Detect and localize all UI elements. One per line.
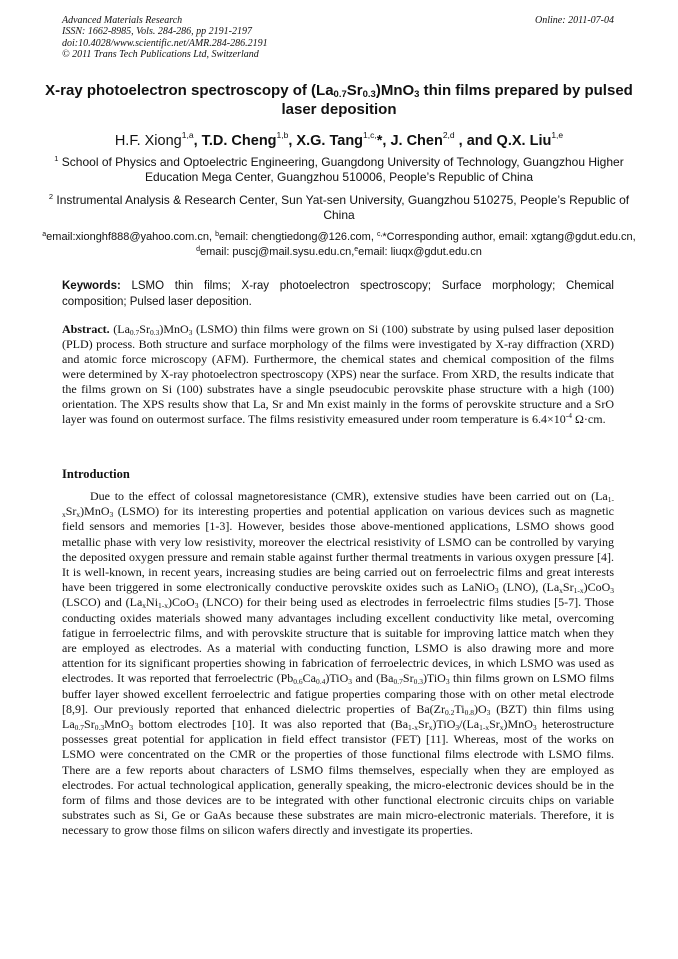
issn-line: ISSN: 1662-8985, Vols. 284-286, pp 2191-2197 bbox=[62, 26, 252, 38]
doi-line: doi:10.4028/www.scientific.net/AMR.284-286.2191 bbox=[62, 37, 268, 49]
journal-name: Advanced Materials Research bbox=[62, 15, 183, 26]
email-list: $^a$email:xionghf888@yahoo.com.cn, $^b$email: chengtiedong@126.com, $^{c,}$*Corresponding author, email: xgtang@gdut.edu.cn, $^d$email: puscj@mail.sysu.edu.cn,$^e$email: liuqx@gdut.edu.cn bbox=[42, 231, 636, 258]
section-heading-introduction: Introduction bbox=[62, 467, 130, 481]
abstract: Abstract. $(La_{0.7}Sr_{0.3})MnO_3$ (LSMO) thin films were grown on Si (100) substrate by using pulsed laser deposition (PLD) process. Both structure and surface morphology of the films were investigated by X-ray diffraction (XRD) and atomic force microscopy (AFM). Furthermore, the chemical states and chemical composition of the films were determined by X-ray photoelectron spectroscopy (XPS) near the surface. From XRD, the results indicate that the films grown on Si (100) substrates have a single pseudocubic perovskite phase structure with a high (100) orientation. The XPS results show that La, Sr and Mn exist mainly in the forms of perovskite structure and a SrO layer was found on outermost surface. The films resistivity emeasured under room temperature is $6.4\times 10^{-4}$ Ω·cm. bbox=[62, 322, 614, 426]
online-date: Online: 2011-07-04 bbox=[535, 15, 614, 26]
keywords-label: Keywords: bbox=[62, 280, 121, 292]
affiliation-1: $^1$ School of Physics and Optoelectric Engineering, Guangdong University of Technology, Guangzhou Higher Education Mega Center, Guangzhou 510006, People’s Republic of China bbox=[54, 154, 624, 184]
abstract-label: Abstract. bbox=[62, 322, 110, 336]
keywords: Keywords: LSMO thin films; X-ray photoelectron spectroscopy; Surface morphology; Chemical composition; Pulsed laser deposition. bbox=[62, 280, 614, 308]
copyright-line: © 2011 Trans Tech Publications Ltd, Switzerland bbox=[62, 49, 259, 61]
author-list: H.F. Xiong$^{1,a}$, T.D. Cheng$^{1,b}$, X.G. Tang$^{1,c,}$*, J. Chen$^{2,d}$ , and Q.X. Liu$^{1,e}$ bbox=[114, 130, 564, 149]
introduction-paragraph: Due to the effect of colossal magnetoresistance (CMR), extensive studies have been carried out on $(La_{1-x}Sr_x)MnO_3$ (LSMO) for its interesting properties and potential application on various devices such as magnetic field sensors and memories [1-3]. However, besides those above-mentioned applications, LSMO shows good metallic phase with very low resistivity, moreover the electrical resistivity of LSMO can be controlled by varying the deposited oxygen pressure and remain stable against further thermal treatments in various oxygen pressure [4]. It is well-known, in recent years, increasing studies are being carried out on ferroelectric films and great interests have been triggered in some electronically conductive perovskite oxides such as LaNiO$_3$ (LNO), $(La_xSr_{1-x})CoO_3$ (LSCO) and $(La_xNi_{1-x})CoO_3$ (LNCO) for their being used as electrodes in ferroelectric films studies [5-7]. Those conducting oxides materials showed many advantages including excellent conductivity like metal, overcoming fatigue in ferroelectric films, and with perovskite structure that is suitable for improving lattice match when they are employed as electrodes. As a material with conducting function, LSMO is also drawing more and more attention for its significant properties showing in fabrication of ferroelectric devices, in which LSMO was used as electrodes. It was reported that ferroelectric $(Pb_{0.6}Ca_{0.4})TiO_3$ and $(Ba_{0.7}Sr_{0.3})TiO_3$ thin films grown on LSMO films buffer layer showed excellent ferroelectric and fatigue properties comparing those with on other metal electrode [8,9]. Our previously reported that enhanced dielectric properties of $Ba(Zr_{0.2}Ti_{0.8})O_3$ (BZT) thin films using $La_{0.7}Sr_{0.3}MnO_3$ bottom electrodes [10]. It was also reported that $(Ba_{1-x}Sr_x)TiO_3/(La_{1-x}Sr_x)MnO_3$ heterostructure possesses great potential for application in field effect transistor (FET) [11]. Whereas, most of the works on LSMO were concentrated on the CMR or the properties of those functional films electrode with LSMO films. There are a few reports about characters of LSMO films themselves, especially when they are employed as electrodes. For actual technological application, generally speaking, the micro-electronic devices should be in the form of films and those devices are to be integrated with other functional electronic circuits chips on variable substrates such as Si, Ge or GaAs because these substrates are main micro-electronic materials. Therefore, it is necessary to grow those films on silicon wafers directly and investigate its properties. bbox=[62, 489, 615, 838]
paper-title: X-ray photoelectron spectroscopy of $(La_{0.7}Sr_{0.3})MnO_3$ thin films prepared by pulsed laser deposition bbox=[45, 82, 633, 118]
journal-header bbox=[62, 15, 268, 61]
affiliation-2: $^2$ Instrumental Analysis & Research Center, Sun Yat-sen University, Guangzhou 510275, People’s Republic of China bbox=[48, 192, 630, 222]
